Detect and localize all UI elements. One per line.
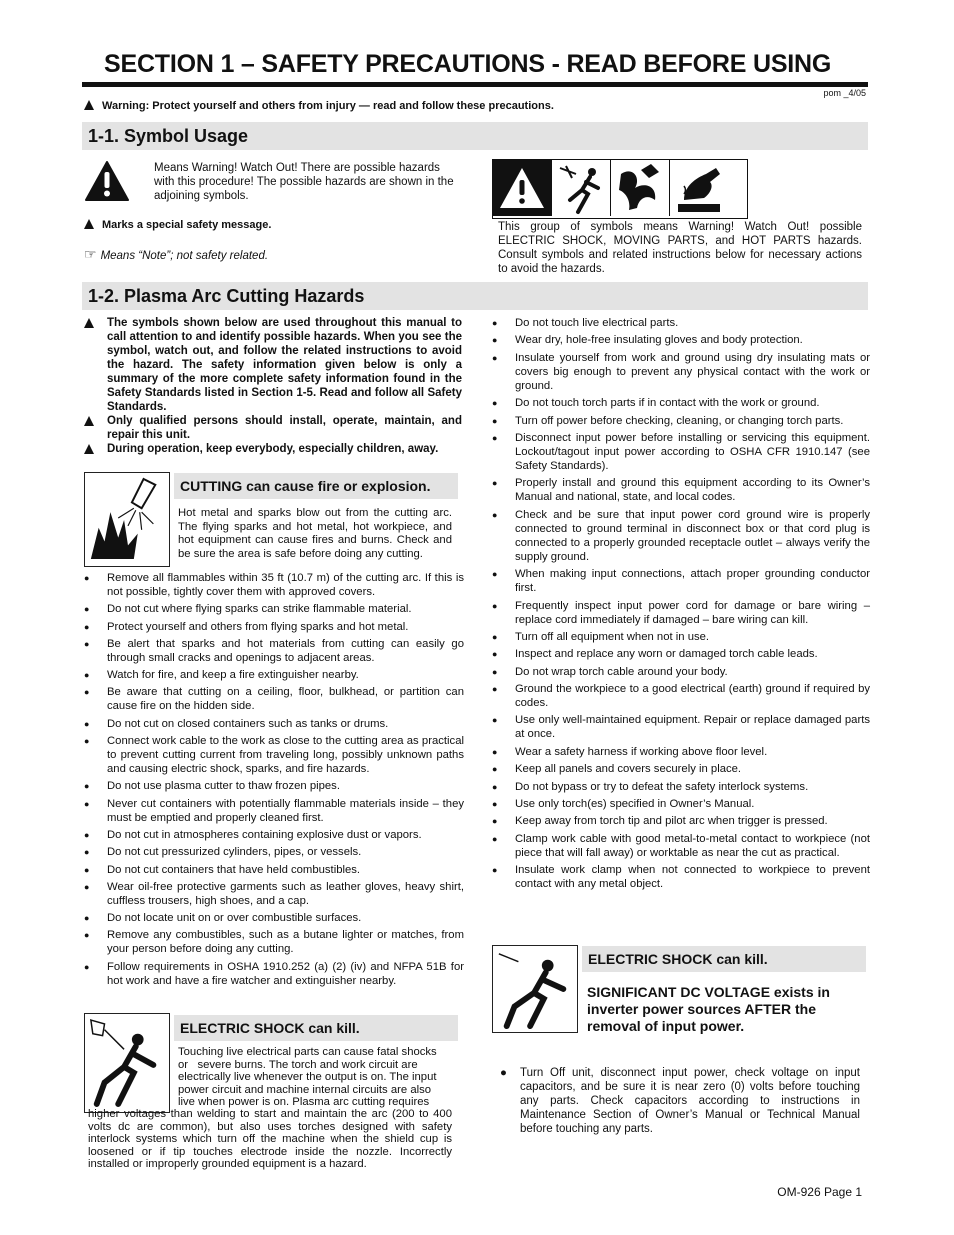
list-item-text: Do not locate unit on or over combustible surfaces.: [107, 912, 362, 925]
list-item: [492, 762, 870, 776]
bullet-icon: ●: [492, 764, 498, 775]
list-item: [84, 571, 464, 599]
list-item: [84, 845, 464, 859]
bullet-icon: ●: [84, 829, 90, 840]
list-item: [84, 779, 464, 793]
list-item: [492, 316, 870, 330]
list-item: [492, 476, 870, 504]
warning-text: Warning: Protect yourself and others from injury — read and follow these precautions.: [102, 100, 554, 112]
list-item-text: Frequently inspect input power cord for damage or bare wiring – replace cord immediately if damaged – bare wiring can kill.: [515, 599, 870, 626]
bullet-icon: ●: [500, 1067, 507, 1079]
list-item: [84, 734, 464, 776]
list-item: [492, 682, 870, 710]
list-item-text: When making input connections, attach proper grounding conductor first.: [515, 568, 870, 595]
list-item-text: Be aware that cutting on a ceiling, floor, bulkhead, or partition can cause fire on the hidden side.: [107, 686, 464, 713]
marks-special-text: Marks a special safety message.: [102, 219, 272, 231]
electric-shock-heading-2: ELECTRIC SHOCK can kill.: [582, 946, 866, 972]
list-item: [492, 630, 870, 644]
list-item-text: Wear a safety harness if working above floor level.: [515, 745, 768, 758]
revision-code: pom _4/05: [823, 88, 866, 98]
list-item: [84, 863, 464, 877]
shock-desc-line: electrically live whenever the output is on. The input: [178, 1071, 437, 1083]
electric-shock-icon: [492, 945, 578, 1033]
list-item-text: Do not cut pressurized cylinders, pipes, or vessels.: [107, 846, 362, 859]
list-item-text: Keep all panels and covers securely in place.: [515, 763, 742, 776]
list-item-text: Do not cut where flying sparks can strike flammable material.: [107, 603, 412, 616]
bullet-icon: ●: [492, 799, 498, 810]
bullet-icon: ●: [492, 432, 498, 443]
list-item-text: Do not bypass or try to defeat the safety interlock systems.: [515, 780, 809, 793]
bullet-icon: ●: [84, 638, 90, 649]
list-item: [492, 414, 870, 428]
list-item: [492, 832, 870, 860]
list-item: [492, 599, 870, 627]
shock-desc-line: live when power is on. Plasma arc cutting requires: [178, 1096, 430, 1108]
warning-line: [84, 100, 554, 112]
list-item-text: Use only torch(es) specified in Owner’s Manual.: [515, 798, 755, 811]
list-item-text: Remove any combustibles, such as a butane lighter or matches, from your person before doing any cutting.: [107, 929, 464, 956]
electric-shock-icon: [551, 160, 610, 216]
bullet-icon: ●: [84, 736, 90, 747]
bullet-icon: ●: [492, 352, 498, 363]
bullet-icon: ●: [492, 684, 498, 695]
list-item-text: Never cut containers with potentially flammable materials inside – they must be emptied and properly cleaned first.: [107, 797, 464, 824]
list-item: [492, 665, 870, 679]
list-item-text: Insulate yourself from work and ground using dry insulating mats or covers big enough to prevent any physical contact with the work or ground.: [515, 351, 870, 392]
bullet-icon: ●: [492, 746, 498, 757]
list-item-text: Do not wrap torch cable around your body.: [515, 665, 728, 678]
shock-desc-line: power circuit and machine internal circuits are also: [178, 1083, 432, 1096]
bullet-icon: ●: [84, 881, 90, 892]
list-item: [492, 351, 870, 393]
intro-block: [84, 316, 462, 456]
cutting-hazard-description: Hot metal and sparks blow out from the cutting arc. The flying sparks and hot metal, hot workpiece, and hot equipment can cause fires and burns. Check and be sure the area is safe before doing any cutting.: [178, 507, 452, 560]
capacitor-precaution: [500, 1066, 860, 1136]
bullet-icon: ●: [84, 847, 90, 858]
bullet-icon: ●: [492, 478, 498, 489]
bullet-icon: ●: [84, 781, 90, 792]
fire-explosion-icon: [84, 472, 170, 567]
list-item-text: Disconnect input power before installing or servicing this equipment. Lockout/tagout input power according to OSHA CFR 1910.147 (see Safety Standards).: [515, 431, 870, 472]
bullet-icon: ●: [84, 930, 90, 941]
list-item-text: Turn off power before checking, cleaning, or changing torch parts.: [515, 414, 844, 427]
symbol-group-text: This group of symbols means Warning! Watch Out! possible ELECTRIC SHOCK, MOVING PARTS, and HOT PARTS hazards. Consult symbols and related instructions below for necessary actions to avoid the hazards.: [498, 221, 862, 275]
list-item: [492, 431, 870, 473]
list-item-text: Use only well-maintained equipment. Repair or replace damaged parts at once.: [515, 714, 870, 741]
list-item: [84, 911, 464, 925]
shock-description-rest: higher voltages than welding to start and maintain the arc (200 to 400 volts dc are common), but also uses torches designed with safety interlock systems which turn off the machine when the shield cup is loosened or if tip touches electrode inside the nozzle. Incorrectly installed or improperly grounded equipment is a hazard.: [88, 1108, 452, 1170]
shock-desc-line: or severe burns. The torch and work circuit are: [178, 1058, 418, 1071]
bullet-icon: ●: [84, 798, 90, 809]
intro-marker-icon: [84, 318, 94, 328]
list-item: [492, 745, 870, 759]
capacitor-precaution-text: Turn Off unit, disconnect input power, check voltage on input capacitors, and be sure it is near zero (0) volts before touching any parts. Check capacitors according to instructions in Maintenance Section of Owner’s Manual or Technical Manual before touching any parts.: [520, 1067, 860, 1135]
note-hand-icon: ☞: [84, 246, 97, 262]
bullet-icon: ●: [84, 718, 90, 729]
list-item: [492, 863, 870, 891]
list-item: [492, 797, 870, 811]
page-title: SECTION 1 – SAFETY PRECAUTIONS - READ BEFORE USING: [104, 50, 832, 78]
list-item-text: Follow requirements in OSHA 1910.252 (a) (2) (iv) and NFPA 51B for hot work and have a fire watcher and extinguisher nearby.: [107, 960, 464, 987]
bullet-icon: ●: [84, 961, 90, 972]
bullet-icon: ●: [84, 604, 90, 615]
bullet-icon: ●: [84, 573, 90, 583]
list-item-text: Do not cut on closed containers such as tanks or drums.: [107, 717, 389, 730]
list-item-text: Watch for fire, and keep a fire extinguisher nearby.: [107, 669, 359, 682]
list-item: [84, 668, 464, 682]
list-item-text: Wear dry, hole-free insulating gloves and body protection.: [515, 334, 803, 347]
dc-voltage-warning: SIGNIFICANT DC VOLTAGE exists in inverter power sources AFTER the removal of input power.: [587, 984, 830, 1034]
bullet-icon: ●: [84, 621, 90, 632]
bullet-icon: ●: [492, 600, 498, 611]
warning-marker-icon: [84, 100, 94, 110]
bullet-icon: ●: [492, 318, 498, 328]
cutting-hazard-heading: CUTTING can cause fire or explosion.: [174, 473, 458, 499]
list-item-text: Connect work cable to the work as close to the cutting area as practical to prevent cutting current from traveling long, possibly unknown paths and causing electric shock, sparks, and fire hazards.: [107, 735, 464, 776]
bullet-icon: ●: [492, 631, 498, 642]
list-item-text: Protect yourself and others from flying sparks and hot metal.: [107, 620, 409, 633]
list-item-text: Turn off all equipment when not in use.: [515, 630, 710, 643]
bullet-icon: ●: [492, 569, 498, 580]
list-item-text: Remove all flammables within 35 ft (10.7 m) of the cutting arc. If this is not possible, tightly cover them with approved covers.: [107, 572, 464, 598]
means-warning-text: Means Warning! Watch Out! There are possible hazards with this procedure! The possible hazards are shown in the adjoining symbols.: [154, 162, 454, 202]
list-item: [84, 620, 464, 634]
list-item: [84, 828, 464, 842]
warning-triangle-icon: [493, 160, 551, 216]
section-1-2-heading: 1-2. Plasma Arc Cutting Hazards: [82, 282, 868, 310]
marks-special-line: [84, 218, 271, 232]
electric-shock-icon: [84, 1013, 170, 1113]
means-note-text: Means “Note”; not safety related.: [100, 250, 269, 262]
hazard-symbols-strip: [492, 159, 748, 219]
list-item: [492, 567, 870, 595]
bullet-icon: ●: [492, 415, 498, 426]
list-item-text: Do not use plasma cutter to thaw frozen pipes.: [107, 780, 340, 793]
list-item: [492, 647, 870, 661]
list-item-text: Do not touch live electrical parts.: [515, 317, 679, 329]
special-marker-icon: [84, 219, 94, 229]
list-item: [492, 396, 870, 410]
list-item: [492, 508, 870, 564]
bullet-icon: ●: [492, 335, 498, 346]
list-item-text: Check and be sure that input power cord ground wire is properly connected to ground terminal in disconnect box or that cord plug is connected to a properly grounded receptacle outlet – always verify the supply ground.: [515, 508, 870, 563]
list-item: [84, 797, 464, 825]
list-item: [84, 637, 464, 665]
hot-parts-icon: [669, 160, 728, 216]
list-item: [84, 928, 464, 956]
warning-triangle-icon: [84, 160, 130, 202]
bullet-icon: ●: [492, 398, 498, 409]
list-item-text: Do not cut containers that have held combustibles.: [107, 863, 361, 876]
intro-marker-icon: [84, 444, 94, 454]
title-rule: [82, 82, 868, 87]
intro-item: [84, 414, 462, 442]
page-footer: OM-926 Page 1: [777, 1185, 862, 1199]
bullet-icon: ●: [492, 781, 498, 792]
list-item-text: Keep away from torch tip and pilot arc when trigger is pressed.: [515, 815, 828, 828]
shock-description-top: [178, 1046, 454, 1109]
bullet-icon: ●: [84, 913, 90, 924]
list-item-text: Do not touch torch parts if in contact with the work or ground.: [515, 397, 820, 410]
intro-item: [84, 316, 462, 414]
list-item: [84, 717, 464, 731]
list-item: [84, 602, 464, 616]
list-item-text: Clamp work cable with good metal-to-metal contact to workpiece (not piece that will fall away) or worktable as near the cut as practical.: [515, 832, 870, 859]
bullet-icon: ●: [492, 649, 498, 660]
bullet-icon: ●: [492, 865, 498, 876]
list-item-text: Insulate work clamp when not connected to workpiece to prevent contact with any metal object.: [515, 864, 870, 891]
electric-precautions-list: [492, 316, 870, 895]
shock-desc-line: Touching live electrical parts can cause fatal shocks: [178, 1046, 437, 1058]
list-item: [492, 713, 870, 741]
means-note-line: [84, 247, 268, 263]
list-item: [492, 814, 870, 828]
list-item-text: Wear oil-free protective garments such as leather gloves, heavy shirt, cuffless trousers, high shoes, and a cap.: [107, 880, 464, 907]
list-item-text: Ground the workpiece to a good electrical (earth) ground if required by codes.: [515, 683, 870, 710]
list-item-text: Inspect and replace any worn or damaged torch cable leads.: [515, 648, 818, 661]
bullet-icon: ●: [492, 833, 498, 844]
list-item-text: Do not cut in atmospheres containing explosive dust or vapors.: [107, 828, 422, 841]
cutting-precautions-list: [84, 571, 464, 991]
bullet-icon: ●: [84, 864, 90, 875]
bullet-icon: ●: [492, 666, 498, 677]
moving-parts-icon: [610, 160, 669, 216]
bullet-icon: ●: [84, 670, 90, 681]
bullet-icon: ●: [492, 509, 498, 520]
electric-shock-heading: ELECTRIC SHOCK can kill.: [174, 1015, 458, 1041]
intro-item: [84, 442, 462, 456]
section-1-1-heading: 1-1. Symbol Usage: [82, 122, 868, 150]
bullet-icon: ●: [84, 687, 90, 698]
intro-text: The symbols shown below are used throughout this manual to call attention to and identify possible hazards. When you see the symbol, watch out, and follow the related instructions to avoid the hazard. The safety information given below is only a summary of the more complete safety information found in the Safety Standards listed in Section 1-5. Read and follow all Safety Standards.: [107, 317, 462, 413]
intro-text: During operation, keep everybody, especially children, away.: [107, 443, 439, 455]
list-item: [84, 960, 464, 988]
list-item: [492, 780, 870, 794]
intro-marker-icon: [84, 416, 94, 426]
intro-text: Only qualified persons should install, operate, maintain, and repair this unit.: [107, 415, 462, 441]
bullet-icon: ●: [492, 816, 498, 827]
list-item-text: Properly install and ground this equipment according to its Owner’s Manual and national, state, and local codes.: [515, 477, 870, 504]
list-item-text: Be alert that sparks and hot materials from cutting can easily go through small cracks and openings to adjacent areas.: [107, 637, 464, 664]
list-item: [492, 333, 870, 347]
list-item: [84, 685, 464, 713]
bullet-icon: ●: [492, 715, 498, 726]
list-item: [84, 880, 464, 908]
